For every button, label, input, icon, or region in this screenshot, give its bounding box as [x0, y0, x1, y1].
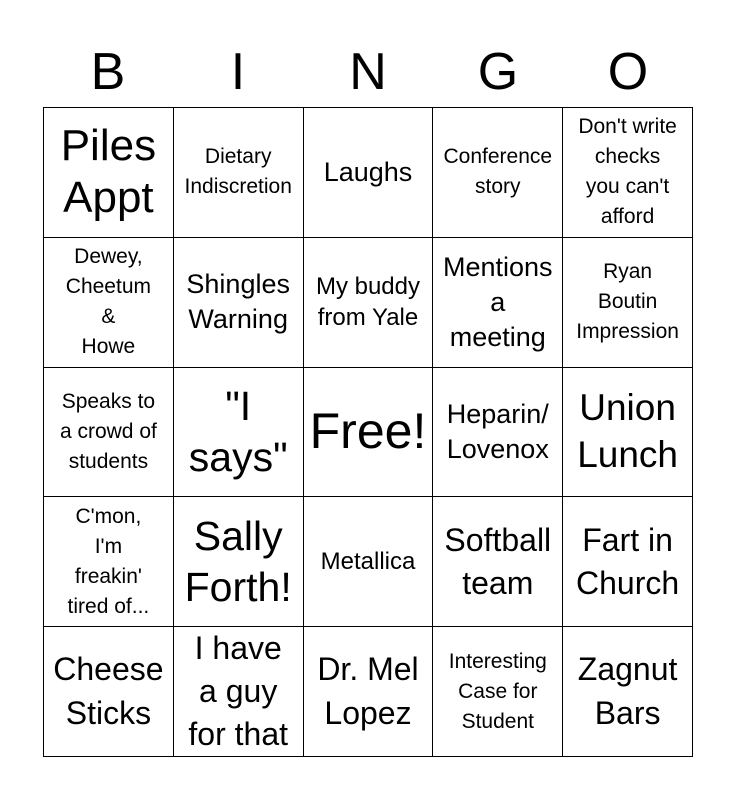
- bingo-cell[interactable]: [174, 108, 304, 238]
- cell-text: Heparin/ Lovenox: [446, 398, 549, 464]
- cell-text: "I says": [188, 382, 288, 480]
- cell-text: Union Lunch: [577, 387, 678, 475]
- cell-text: Interesting Case for Student: [448, 649, 547, 733]
- bingo-cell[interactable]: [44, 108, 174, 238]
- bingo-cell[interactable]: [433, 497, 563, 627]
- bingo-cell[interactable]: [44, 368, 174, 498]
- bingo-cell[interactable]: [563, 108, 693, 238]
- cell-text: Ryan Boutin Impression: [576, 260, 679, 344]
- bingo-cell[interactable]: [304, 497, 434, 627]
- cell-text: Shingles Warning: [186, 269, 290, 335]
- bingo-cell[interactable]: [174, 627, 304, 757]
- bingo-cell[interactable]: [174, 497, 304, 627]
- header-letter-b: B: [90, 43, 126, 101]
- bingo-cell[interactable]: [44, 238, 174, 368]
- cell-text: Don't write checks you can't afford: [578, 115, 677, 229]
- bingo-cell[interactable]: [304, 108, 434, 238]
- header-letter-g: G: [477, 43, 519, 101]
- bingo-cell[interactable]: [563, 368, 693, 498]
- bingo-cell[interactable]: [433, 368, 563, 498]
- bingo-cell[interactable]: [304, 627, 434, 757]
- cell-text: Metallica: [320, 548, 416, 576]
- bingo-cell[interactable]: [174, 238, 304, 368]
- bingo-cell[interactable]: [563, 497, 693, 627]
- bingo-cell[interactable]: [304, 368, 434, 498]
- bingo-cell[interactable]: [433, 238, 563, 368]
- cell-text: Dewey, Cheetum & Howe: [65, 245, 151, 359]
- bingo-cell[interactable]: [563, 238, 693, 368]
- cell-text: Mentions a meeting: [443, 251, 553, 352]
- cell-text: Piles Appt: [60, 120, 157, 223]
- cell-text: Fart in Church: [576, 521, 680, 601]
- cell-text: Zagnut Bars: [577, 651, 678, 731]
- bingo-cell[interactable]: [433, 108, 563, 238]
- cell-text: Cheese Sticks: [53, 651, 164, 731]
- cell-text: Softball team: [444, 521, 552, 601]
- cell-text: Sally Forth!: [184, 512, 292, 610]
- bingo-cell[interactable]: [563, 627, 693, 757]
- cell-text: Dietary Indiscretion: [184, 145, 292, 199]
- bingo-cell[interactable]: [44, 497, 174, 627]
- bingo-cell[interactable]: [44, 627, 174, 757]
- cell-text: Speaks to a crowd of students: [59, 389, 157, 473]
- bingo-cell[interactable]: [174, 368, 304, 498]
- cell-text: C'mon, I'm freakin' tired of...: [67, 504, 150, 618]
- bingo-cell[interactable]: [304, 238, 434, 368]
- cell-text: Laughs: [323, 156, 413, 187]
- bingo-header: [43, 38, 693, 106]
- cell-text: Dr. Mel Lopez: [317, 651, 419, 731]
- cell-text: Free!: [309, 403, 427, 460]
- cell-text: I have a guy for that: [188, 629, 288, 753]
- header-letter-n: N: [349, 43, 387, 101]
- cell-text: Conference story: [443, 145, 553, 199]
- header-letter-i: I: [230, 43, 246, 101]
- cell-text: My buddy from Yale: [315, 273, 421, 332]
- header-letter-o: O: [607, 43, 649, 101]
- bingo-board: [43, 107, 693, 757]
- bingo-cell[interactable]: [433, 627, 563, 757]
